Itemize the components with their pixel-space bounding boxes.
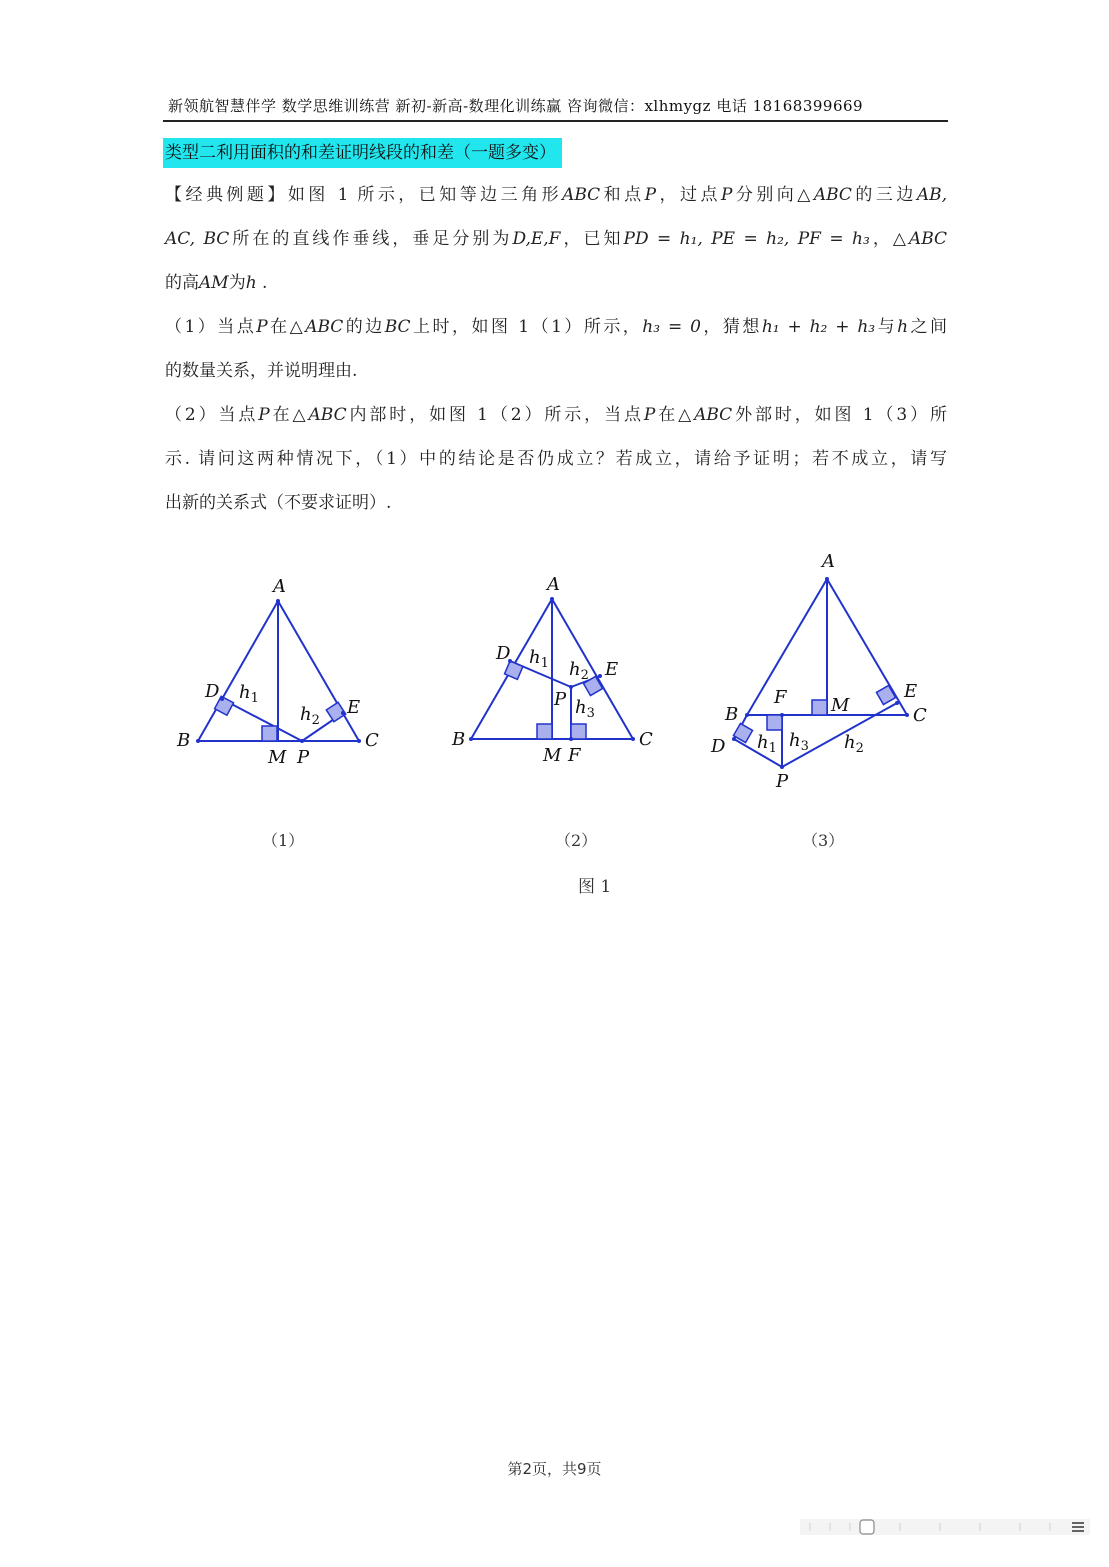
text-run: 【经典例题】如图 1 所示，已知等边三角形: [165, 185, 563, 205]
text-run: 与: [875, 317, 898, 337]
label-b: B: [452, 729, 466, 750]
math-p: P: [720, 185, 733, 205]
label-h2: $h_2$: [300, 704, 320, 728]
label-d: D: [205, 681, 220, 702]
label-e: E: [605, 659, 619, 680]
text-run: 之间: [908, 317, 948, 337]
figure-1-case-3: [700, 545, 950, 795]
scrollbar-thumb[interactable]: [860, 1520, 874, 1534]
label-f: F: [568, 745, 581, 766]
math-p: P: [256, 317, 268, 337]
figure-1-case-1: [165, 565, 385, 775]
page-footer: 第2页，共9页: [507, 1460, 602, 1478]
math-p: P: [258, 405, 270, 425]
right-angle-mark-e: [876, 685, 895, 704]
label-e: E: [347, 697, 361, 718]
text-run: ，过点: [656, 185, 721, 205]
horizontal-scrollbar[interactable]: [800, 1516, 1090, 1538]
label-p: P: [776, 771, 789, 792]
math-h3-zero: h₃ = 0: [642, 317, 701, 337]
label-a: A: [547, 574, 560, 595]
math-abc: ABC: [813, 185, 852, 205]
text-run: （2）当点: [165, 405, 259, 425]
text-run: （1）当点: [165, 317, 257, 337]
math-abc: ABC: [908, 229, 948, 249]
text-run: 所在的直线作垂线，垂足分别为: [229, 229, 513, 249]
label-b: B: [725, 704, 739, 725]
math-def: D,E,F: [512, 229, 561, 249]
text-run: 分别向△: [732, 185, 814, 205]
section-title: 类型二利用面积的和差证明线段的和差（一题多变）: [163, 138, 562, 168]
caption-case-2: （2）: [555, 831, 598, 850]
right-angle-mark-f: [767, 715, 782, 730]
caption-case-3: （3）: [802, 831, 845, 850]
figure-1-case-2: [440, 565, 670, 775]
label-a: A: [822, 551, 835, 572]
label-h3: $h_3$: [575, 697, 595, 721]
math-h: h: [897, 317, 909, 337]
math-abc: ABC: [694, 405, 733, 425]
label-h1: $h_1$: [757, 732, 777, 756]
label-f: F: [774, 687, 787, 708]
label-b: B: [177, 730, 191, 751]
text-run: 在△: [655, 405, 695, 425]
label-e: E: [904, 681, 918, 702]
text-run: .: [256, 273, 268, 293]
label-h1: $h_1$: [239, 682, 259, 706]
question-2-line-1: [165, 400, 947, 430]
math-abc: ABC: [562, 185, 601, 205]
right-angle-mark-m: [537, 724, 552, 739]
question-1-line-2: 的数量关系，并说明理由.: [165, 361, 358, 381]
text-run: 在△: [269, 405, 309, 425]
math-p: P: [644, 185, 657, 205]
side-ab: [198, 601, 278, 741]
label-h2: $h_2$: [844, 732, 864, 756]
scrollbar-track[interactable]: [800, 1519, 1090, 1535]
label-h1: $h_1$: [529, 647, 549, 671]
text-run: 外部时，如图 1（3）所: [732, 405, 947, 425]
label-m: M: [268, 747, 287, 768]
label-m: M: [831, 695, 850, 716]
text-run: 的边: [343, 317, 385, 337]
question-2-line-3: 出新的关系式（不要求证明）.: [165, 493, 392, 513]
math-bc: BC: [384, 317, 411, 337]
label-p: P: [554, 689, 567, 710]
problem-line-2: [165, 224, 947, 254]
math-ac-bc: AC, BC: [165, 229, 230, 249]
text-run: 和点: [600, 185, 645, 205]
text-run: 的三边: [851, 185, 917, 205]
text-run: 在△: [267, 317, 306, 337]
text-run: 上时，如图 1（1）所示，: [410, 317, 643, 337]
math-sum: h₁ + h₂ + h₃: [761, 317, 876, 337]
text-run: 的高: [165, 273, 199, 293]
text-run: ，已知: [560, 229, 624, 249]
label-m: M: [543, 745, 562, 766]
text-run: 内部时，如图 1（2）所示，当点: [346, 405, 644, 425]
math-equations: PD = h₁, PE = h₂, PF = h₃: [623, 229, 870, 249]
problem-line-1: [165, 180, 947, 210]
question-1-line-1: [165, 312, 947, 342]
right-angle-mark-m: [262, 726, 277, 741]
figure-caption: 图 1: [578, 877, 612, 897]
label-d: D: [496, 643, 511, 664]
question-2-line-2: 示. 请问这两种情况下，（1）中的结论是否仍成立？若成立，请给予证明；若不成立，请写: [165, 449, 947, 469]
text-run: ，猜想: [700, 317, 762, 337]
text-run: ，△: [869, 229, 909, 249]
label-c: C: [639, 729, 653, 750]
side-ab: [747, 579, 827, 715]
label-c: C: [913, 705, 927, 726]
label-c: C: [365, 730, 379, 751]
math-p: P: [643, 405, 656, 425]
right-angle-mark-f: [571, 724, 586, 739]
label-d: D: [711, 736, 726, 757]
caption-case-1: （1）: [262, 831, 305, 850]
problem-line-3: [165, 268, 947, 298]
right-angle-mark-m: [812, 700, 827, 715]
math-ab: AB,: [916, 185, 947, 205]
label-p: P: [297, 747, 310, 768]
label-h3: $h_3$: [789, 730, 809, 754]
text-run: 为: [228, 273, 246, 293]
math-abc: ABC: [305, 317, 344, 337]
label-h2: $h_2$: [569, 659, 589, 683]
math-am: AM: [199, 273, 229, 293]
label-a: A: [273, 576, 286, 597]
page-header: 新领航智慧伴学 数学思维训练营 新初-新高-数理化训练赢 咨询微信：xlhmygz 电话 18168399669: [168, 97, 864, 115]
header-rule: [163, 120, 948, 122]
math-abc: ABC: [308, 405, 347, 425]
math-h: h: [245, 273, 257, 293]
